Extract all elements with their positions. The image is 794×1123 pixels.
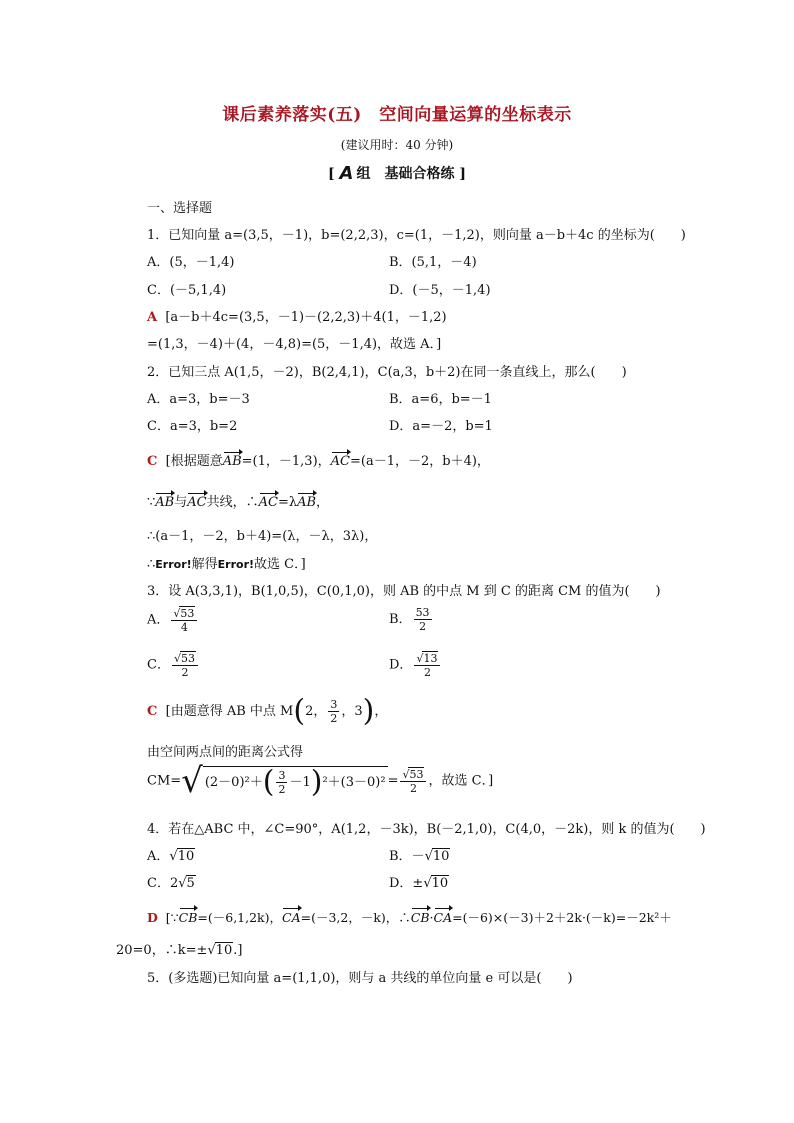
q2-sol-text: 故选 C．] <box>254 557 306 572</box>
q1-option-c: C．(－5,1,4) <box>147 283 227 298</box>
group-letter: A <box>339 163 354 184</box>
q2-sol-text: =(a－1，－2，b＋4)， <box>349 454 490 469</box>
group-label: 组 基础合格练 <box>356 166 455 182</box>
q2-solution-line2 <box>147 491 329 510</box>
q2-option-c: C．a=3，b=2 <box>147 419 238 434</box>
q2-sol-text: =(1，－1,3)， <box>241 454 331 469</box>
q3-solution-line1: C [由题意得 AB 中点 M(2， $\frac{3}{2}$ ，3)， <box>147 693 388 729</box>
vector-ac: AC <box>187 495 207 510</box>
q2-sol-text: 共线，∴ <box>206 495 259 510</box>
q2-solution-line4 <box>147 553 306 572</box>
vector-ca: CA <box>433 910 453 925</box>
q2-sol-text: ， <box>316 495 330 510</box>
q1-solution-line1 <box>147 306 447 325</box>
q2-sol-text: 与 <box>174 495 188 510</box>
q2-solution-line3: ∴(a－1，－2，b＋4)=(λ，－λ，3λ)， <box>147 529 378 544</box>
q3-option-d: D． $\frac{√13}{2}$ <box>389 651 442 679</box>
q5-stem: 5．(多选题)已知向量 a=(1,1,0)，则与 a 共线的单位向量 e 可以是( ) <box>147 971 573 986</box>
q3-option-a: A． $\frac{√53}{4}$ <box>147 606 199 634</box>
q2-sol-text: 解得 <box>191 557 218 572</box>
vector-ab: AB <box>222 454 242 469</box>
q2-sol-text: [根据题意 <box>165 454 223 469</box>
q4-solution-line2: 20=0，∴k=±√10.] <box>116 943 243 958</box>
page-title: 课后素养落实(五) 空间向量运算的坐标表示 <box>222 105 572 125</box>
q4-solution-line1: D [∵CB=(－6,1,2k)，CA=(－3,2，－k)，∴CB·CA=(－6)×(－3)＋2＋2k·(－k)=－2k²＋ <box>147 910 672 925</box>
bracket-right: ] <box>459 166 466 182</box>
q1-solution-line2: =(1,3，－4)＋(4，－4,8)=(5，－1,4)，故选 A．] <box>147 337 442 352</box>
vector-cb: CB <box>410 910 430 925</box>
q2-sol-text: ∵ <box>147 495 156 510</box>
q3-option-b: B． $\frac{53}{2}$ <box>389 606 430 633</box>
q1-option-a: A．(5，－1,4) <box>147 255 235 270</box>
q1-answer: A <box>147 310 158 325</box>
q2-option-a: A．a=3，b=－3 <box>147 392 250 407</box>
q2-sol-text: =λ <box>277 495 298 510</box>
error-placeholder: Error! <box>217 558 255 571</box>
q2-answer: C <box>147 454 158 469</box>
q3-solution-line2: 由空间两点间的距离公式得 <box>147 745 304 760</box>
q4-option-b: B．－√10 <box>389 849 450 864</box>
q2-stem: 2．已知三点 A(1,5，－2)，B(2,4,1)，C(a,3，b＋2)在同一条直线上，那么( ) <box>147 365 627 380</box>
q1-option-d: D．(－5，－1,4) <box>389 283 491 298</box>
q3-option-c: C． $\frac{√53}{2}$ <box>147 651 200 679</box>
q1-option-b: B．(5,1，－4) <box>389 255 477 270</box>
bracket-left: [ <box>328 166 335 182</box>
q2-option-b: B．a=6，b=－1 <box>389 392 492 407</box>
vector-ac: AC <box>330 454 350 469</box>
q2-solution-line1 <box>147 450 490 469</box>
q2-sol-text: ∴ <box>147 557 156 572</box>
vector-ab: AB <box>297 495 317 510</box>
group-heading <box>0 163 794 184</box>
q4-stem: 4．若在△ABC 中，∠C=90°，A(1,2，－3k)，B(－2,1,0)，C(4,0，－2k)，则 k 的值为( ) <box>147 822 706 837</box>
vector-ab: AB <box>155 495 175 510</box>
q4-answer: D <box>147 910 158 925</box>
q4-option-c: C．2√5 <box>147 876 195 891</box>
error-placeholder: Error! <box>155 558 192 571</box>
vector-cb: CB <box>178 910 198 925</box>
section-heading: 一、选择题 <box>147 201 213 216</box>
q3-stem: 3．设 A(3,3,1)，B(1,0,5)，C(0,1,0)，则 AB 的中点 M 到 C 的距离 CM 的值为( ) <box>147 584 661 599</box>
q1-stem: 1．已知向量 a=(3,5，－1)，b=(2,2,3)，c=(1，－1,2)，则向量 a－b＋4c 的坐标为( ) <box>147 228 686 243</box>
q2-option-d: D．a=－2，b=1 <box>389 419 493 434</box>
suggested-time: (建议用时：40 分钟) <box>340 138 454 152</box>
q4-option-a: A．√10 <box>147 849 195 864</box>
vector-ac: AC <box>258 495 278 510</box>
q3-answer: C <box>147 704 158 719</box>
q1-solution-text: [a－b＋4c=(3,5，－1)－(2,2,3)＋4(1，－1,2) <box>165 310 447 325</box>
q3-solution-line3: CM=√ (2－0)²＋( $\frac{3}{2}$ －1)²＋(3－0)² = $\frac{√53}{2}$ ，故选 C．] <box>147 761 494 801</box>
vector-ca: CA <box>282 910 301 925</box>
q4-option-d: D．±√10 <box>389 876 449 891</box>
